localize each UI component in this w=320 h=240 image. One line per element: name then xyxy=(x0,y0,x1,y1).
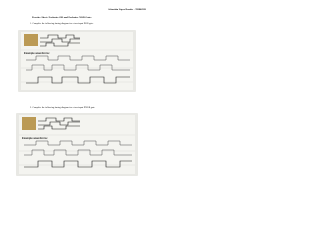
sheet-title: Practice Sheet: Exclusive OR and Exclusive NOR Gates xyxy=(32,16,92,19)
printed-waveform-labels xyxy=(22,117,36,130)
timing-diagram-photo-1 xyxy=(18,30,136,92)
paper-sheet xyxy=(19,115,135,174)
example-waveforms-label-1: Example waveforms: xyxy=(24,52,50,55)
question-1 xyxy=(30,23,94,25)
timing-diagram-1 xyxy=(18,30,136,92)
student-name-id: Sebastián López Rosales - 709806593 xyxy=(108,8,146,11)
timing-diagram-photo-2 xyxy=(16,113,138,176)
question-2 xyxy=(30,107,95,109)
question-1-text: Complete the following timing diagram for a two-input XOR gate. xyxy=(32,23,94,25)
question-2-number: 2. xyxy=(30,107,32,109)
question-2-text: Complete the following timing diagram for a two-input XNOR gate. xyxy=(32,107,96,109)
document-page xyxy=(0,0,149,198)
printed-waveform-labels xyxy=(24,34,38,46)
example-waveforms-label-2: Example waveforms: xyxy=(22,137,48,140)
question-1-number: 1. xyxy=(30,23,32,25)
timing-diagram-2 xyxy=(16,113,138,176)
